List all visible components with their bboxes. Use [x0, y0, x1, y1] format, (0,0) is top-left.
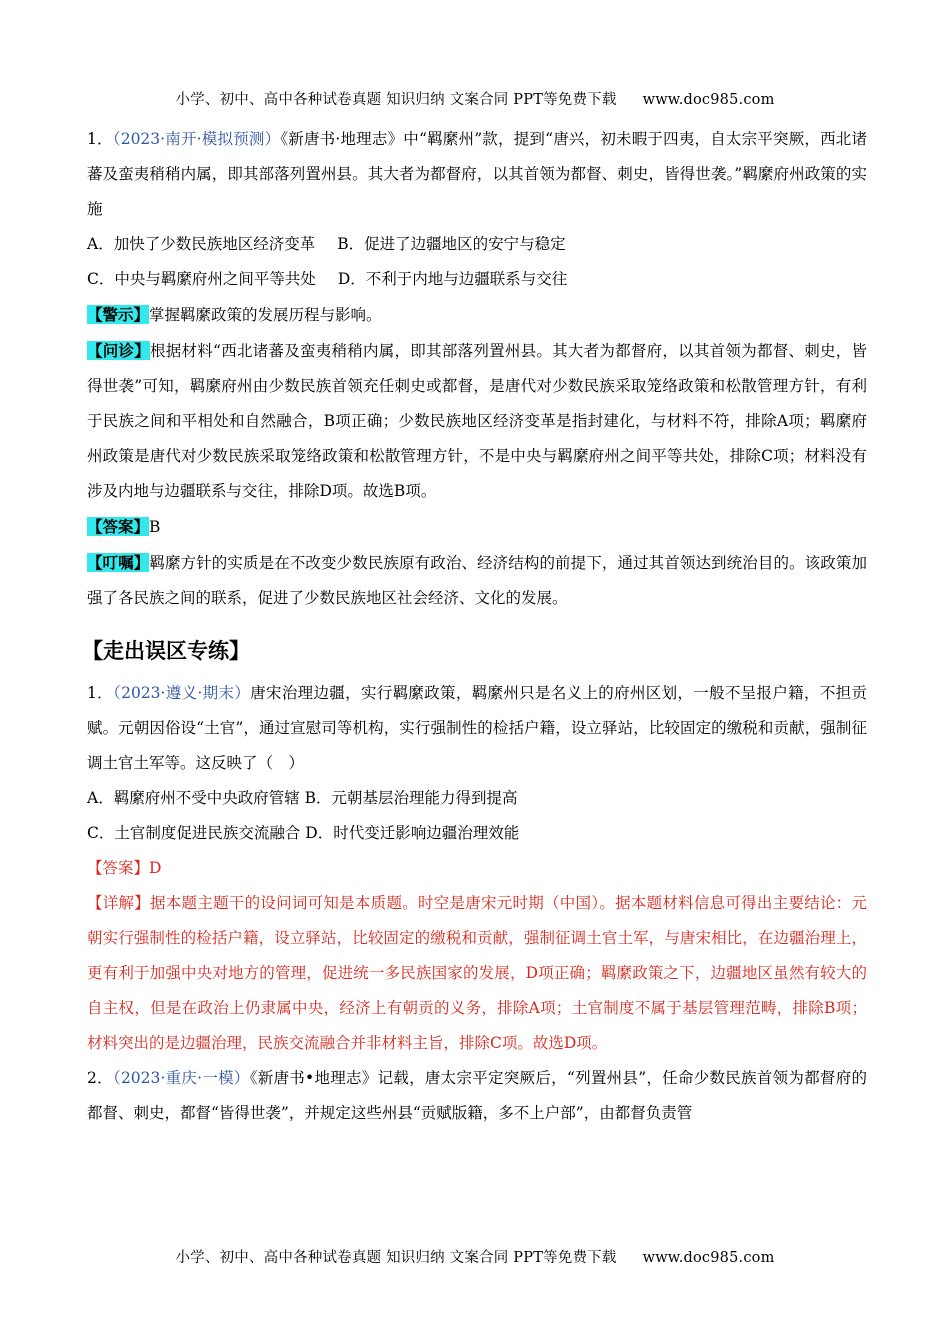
answer-tag: 【答案】	[87, 517, 150, 536]
practice-1-answer: 【答案】D	[87, 859, 162, 877]
footer-text: 小学、初中、高中各种试卷真题 知识归纳 文案合同 PPT等免费下载	[175, 1250, 617, 1266]
practice-1-detail: 【详解】据本题主题干的设问词可知是本质题。时空是唐宋元时期（中国）。据本题材料信息可得出主要结论：元朝实行强制性的检括户籍，设立驿站，比较固定的缴税和贡献，强制征调土官土军，与唐宋相比，在边疆治理上，更有利于加强中央对地方的管理，促进统一多民族国家的发展，D项正确；羁縻政策之下，边疆地区虽然有较大的自主权，但是在政治上仍隶属中央，经济上有朝贡的义务，排除A项；土官制度不属于基层管理范畴，排除B项；材料突出的是边疆治理，民族交流融合并非材料主旨，排除C项。故选D项。	[87, 894, 867, 1052]
diagnosis-text: 根据材料“西北诸蕃及蛮夷稍稍内属，即其部落列置州县。其大者为都督府，以其首领为都督、刺史，皆得世袭”可知，羁縻府州由少数民族首领充任刺史或都督，是唐代对少数民族采取笼络政策和松散管理方针，有利于民族之间和平相处和自然融合，B项正确；少数民族地区经济变革是指封建化，与材料不符，排除A项；羁縻府州政策是唐代对少数民族采取笼络政策和松散管理方针，不是中央与羁縻府州之间平等共处，排除C项；材料没有涉及内地与边疆联系与交往，排除D项。故选B项。	[87, 342, 867, 500]
practice-1-options-ab: A．羁縻府州不受中央政府管辖 B．元朝基层治理能力得到提高	[87, 789, 518, 807]
page-header	[0, 88, 950, 109]
question-number: 2．	[87, 1069, 113, 1087]
warning-tag: 【警示】	[87, 305, 150, 324]
option-c: C．中央与羁縻府州之间平等共处	[87, 270, 316, 288]
warning-paragraph	[87, 297, 867, 333]
question-number: 1．	[87, 684, 114, 702]
page-footer	[0, 1246, 950, 1267]
answer-paragraph	[87, 509, 867, 545]
diagnosis-paragraph	[87, 333, 867, 509]
practice-2-stem	[87, 1061, 867, 1131]
practice-1-options-cd: C．土官制度促进民族交流融合 D．时代变迁影响边疆治理效能	[87, 824, 520, 842]
question-number: 1．	[87, 130, 113, 148]
header-text: 小学、初中、高中各种试卷真题 知识归纳 文案合同 PPT等免费下载	[175, 92, 617, 108]
header-site-link[interactable]: www.doc985.com	[642, 92, 775, 108]
reminder-text: 羁縻方针的实质是在不改变少数民族原有政治、经济结构的前提下，通过其首领达到统治目的。该政策加强了各民族之间的联系，促进了少数民族地区社会经济、文化的发展。	[87, 554, 867, 607]
diagnosis-tag: 【问诊】	[87, 341, 151, 360]
option-d: D．不利于内地与边疆联系与交往	[337, 270, 568, 288]
question-text: 《新唐书•地理志》记载，唐太宗平定突厥后，“列置州县”，任命少数民族首领为都督府的都督、刺史，都督“皆得世袭”，并规定这些州县“贡赋版籍，多不上户部”，由都督负责管	[87, 1069, 867, 1122]
option-a: A．加快了少数民族地区经济变革	[87, 235, 316, 253]
question-source: （2023·遵义·期末）	[113, 684, 251, 702]
question-1-options-ab	[87, 227, 867, 262]
question-text: 唐宋治理边疆，实行羁縻政策，羁縻州只是名义上的府州区划，一般不呈报户籍，不担贡赋。元朝因俗设“土官”，通过宣慰司等机构，实行强制性的检括户籍，设立驿站，比较固定的缴税和贡献，强制征调土官土军等。这反映了（ ）	[87, 684, 867, 772]
document-body	[82, 122, 867, 1131]
reminder-tag: 【叮嘱】	[87, 553, 150, 572]
answer-text: B	[149, 518, 161, 536]
footer-site-link[interactable]: www.doc985.com	[642, 1250, 775, 1266]
reminder-paragraph	[87, 545, 867, 616]
practice-1-stem	[87, 676, 867, 781]
option-b: B．促进了边疆地区的安宁与稳定	[337, 235, 566, 253]
question-source: （2023·南开·模拟预测）	[112, 130, 281, 148]
question-source: （2023·重庆·一模）	[112, 1069, 250, 1087]
question-1-options-cd	[87, 262, 867, 297]
question-1-stem	[87, 122, 867, 227]
warning-text: 掌握羁縻政策的发展历程与影响。	[149, 306, 382, 324]
section-title: 【走出误区专练】	[82, 639, 250, 663]
question-text: 《新唐书·地理志》中“羁縻州”款，提到“唐兴，初未暇于四夷，自太宗平突厥，西北诸蕃及蛮夷稍稍内属，即其部落列置州县。其大者为都督府，以其首领为都督、刺史，皆得世袭。”羁縻府州政策的实施	[87, 130, 867, 218]
